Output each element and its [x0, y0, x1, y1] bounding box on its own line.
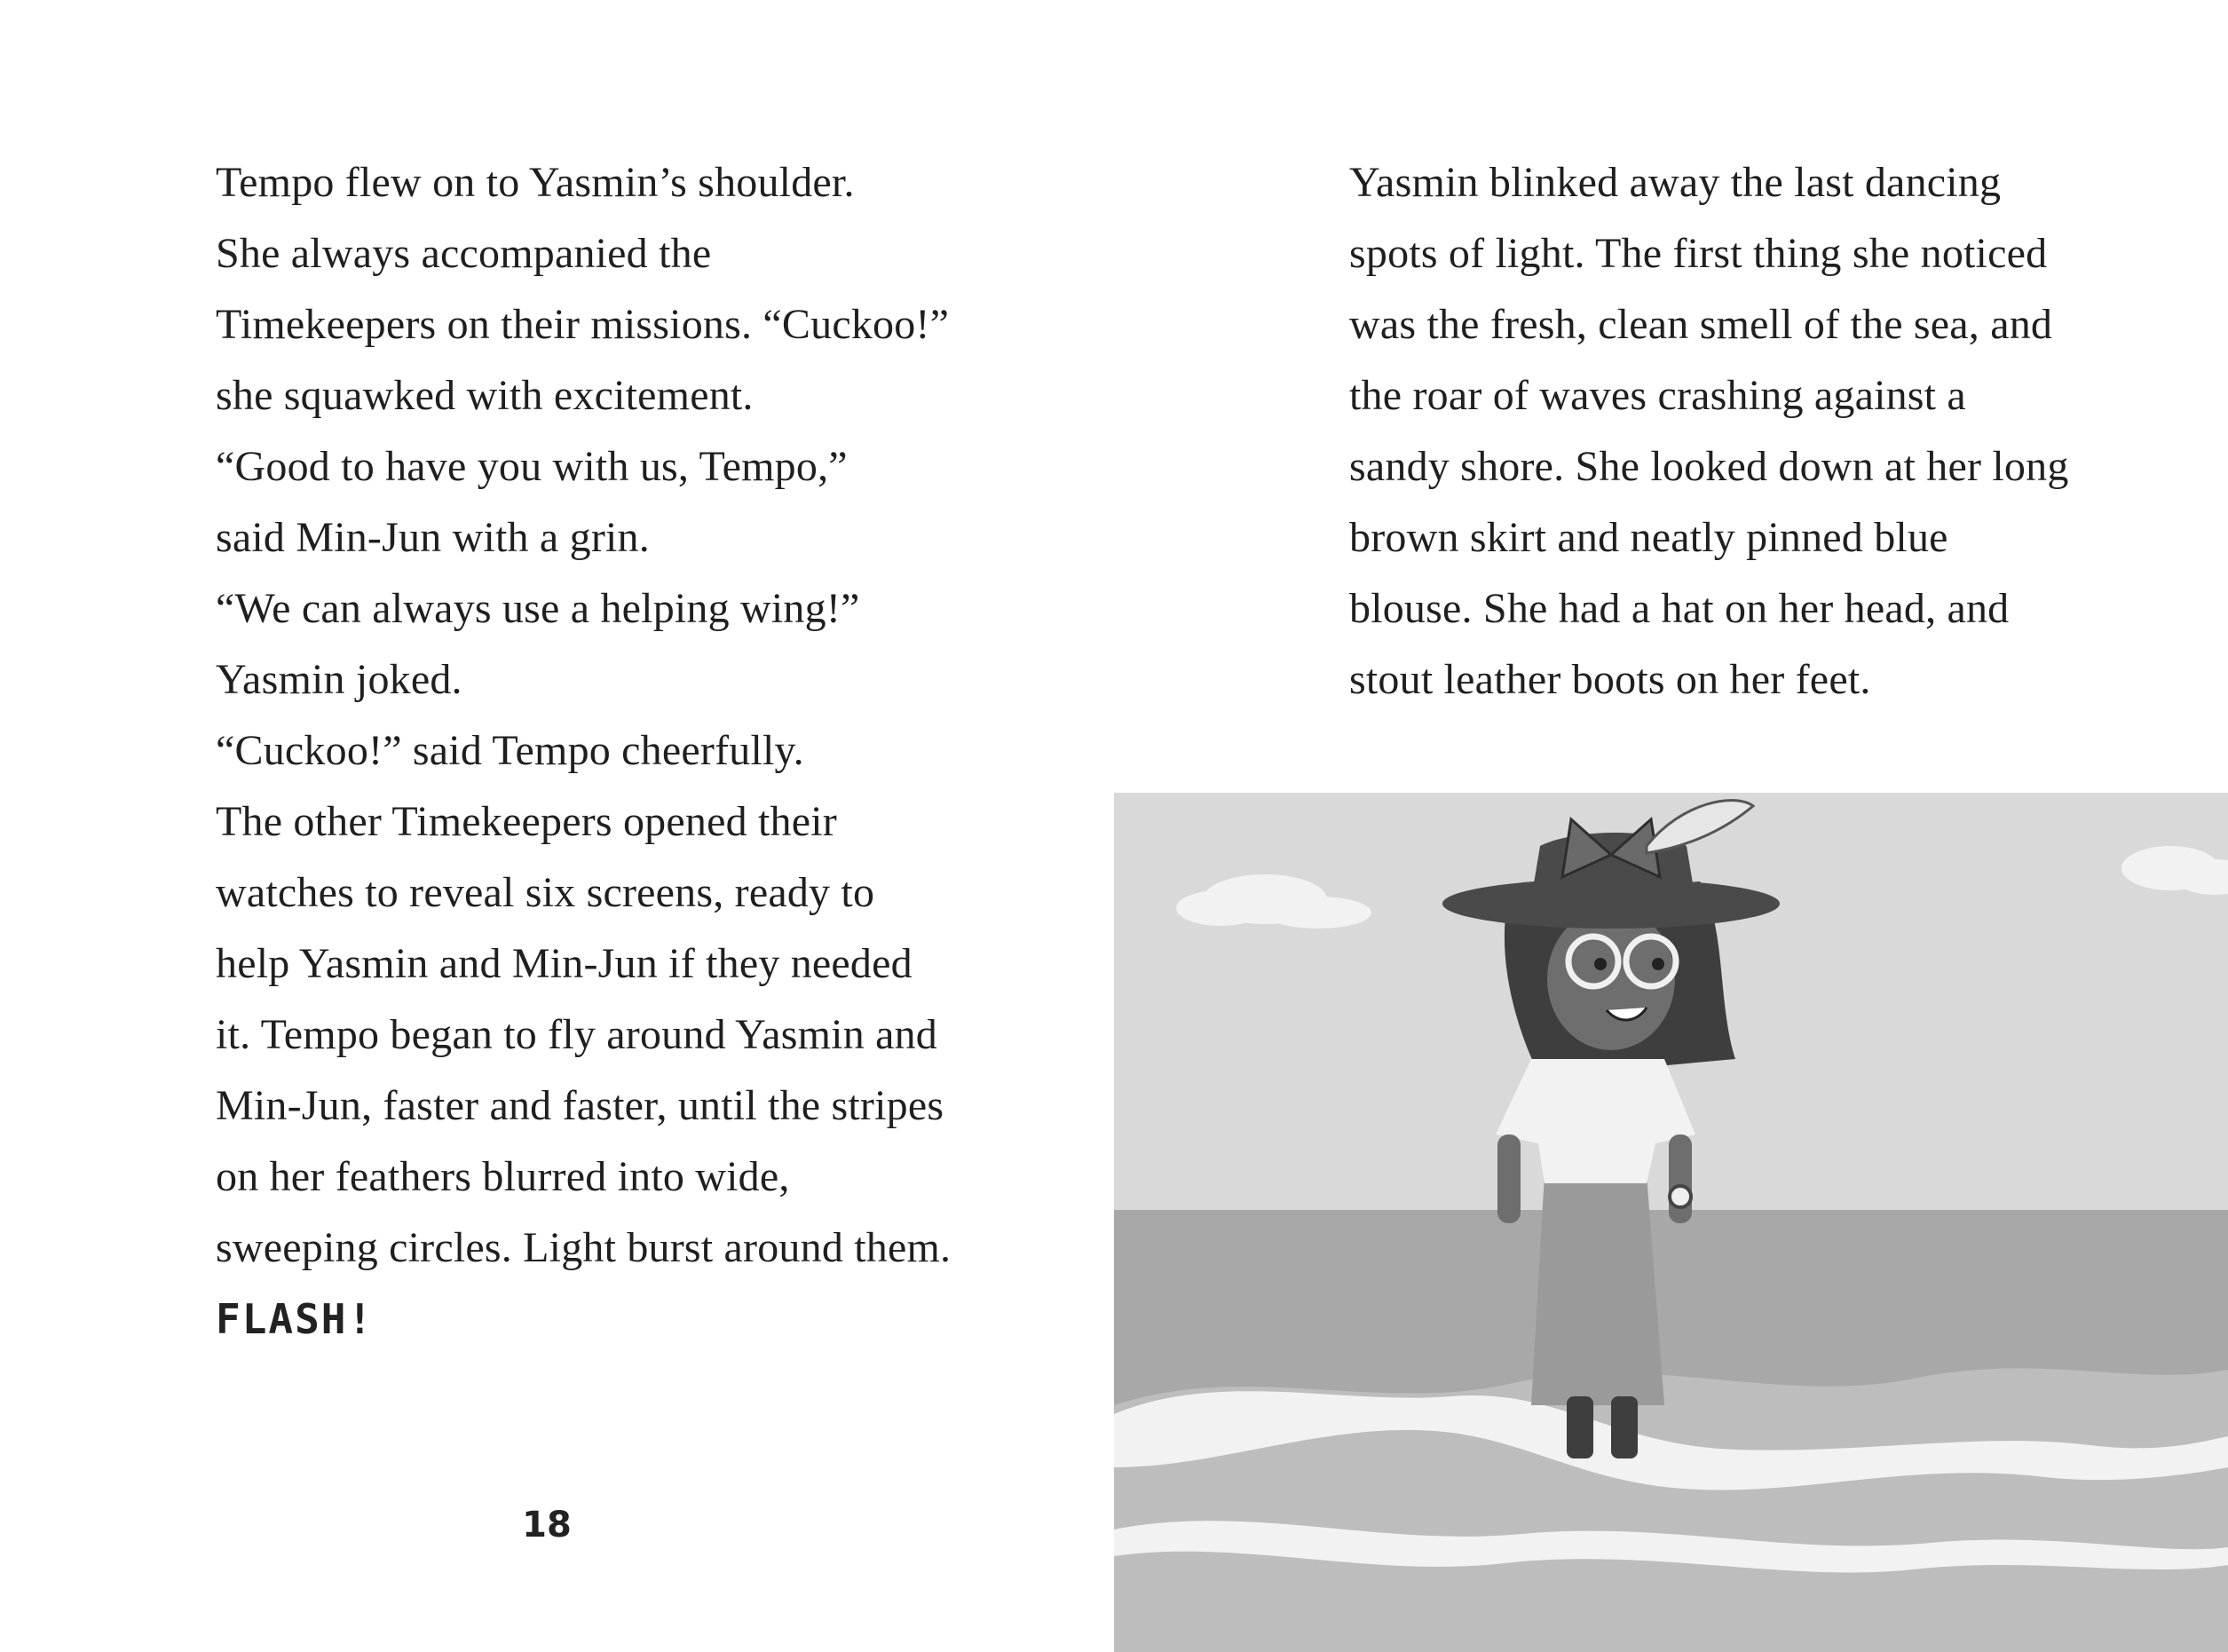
paragraph [1281, 147, 2098, 715]
text-line: stout leather boots on her feet. [1349, 656, 1871, 703]
sound-effect: FLASH! [216, 1295, 375, 1343]
text-line: Tempo flew on to Yasmin’s shoulder. [216, 159, 855, 206]
beach-illustration [1114, 793, 2228, 1652]
eye [1594, 958, 1607, 970]
paragraph [147, 431, 964, 573]
right-page-text [1281, 147, 2098, 715]
left-page-text [147, 147, 964, 1355]
text-line: blouse. She had a hat on her head, and [1349, 585, 2010, 632]
text-line: sweeping circles. Light burst around them. [216, 1224, 952, 1271]
text-line: Min-Jun, faster and faster, until the stripes [216, 1082, 944, 1129]
arm [1669, 1134, 1692, 1223]
text-line: the roar of waves crashing against a [1349, 372, 1966, 419]
paragraph [147, 147, 964, 431]
text-line: on her feathers blurred into wide, [216, 1153, 790, 1200]
eye [1652, 958, 1664, 970]
text-line: help Yasmin and Min-Jun if they needed [216, 940, 913, 987]
watch-icon [1670, 1186, 1691, 1207]
text-line: sandy shore. She looked down at her long [1349, 443, 2069, 490]
paragraph [147, 573, 964, 715]
beach-scene [1114, 793, 2228, 1652]
paragraph [147, 715, 964, 786]
paragraph [147, 786, 964, 1284]
text-line: “We can always use a helping wing!” [216, 585, 860, 632]
text-line: She always accompanied the [216, 230, 712, 277]
text-line: said Min-Jun with a grin. [216, 514, 650, 561]
leg [1567, 1396, 1593, 1458]
text-line: The other Timekeepers opened their [216, 798, 837, 845]
text-line: she squawked with excitement. [216, 372, 754, 419]
leg [1611, 1396, 1638, 1458]
page-number: 18 [522, 1505, 572, 1545]
text-line: Yasmin blinked away the last dancing [1349, 159, 2002, 206]
skirt [1531, 1174, 1664, 1405]
text-line: brown skirt and neatly pinned blue [1349, 514, 1948, 561]
text-line: Timekeepers on their missions. “Cuckoo!” [216, 301, 950, 348]
text-line: watches to reveal six screens, ready to [216, 869, 875, 916]
text-line: Yasmin joked. [216, 656, 462, 703]
text-line: it. Tempo began to fly around Yasmin and [216, 1011, 938, 1058]
text-line: “Cuckoo!” said Tempo cheerfully. [216, 727, 804, 774]
arm [1497, 1134, 1521, 1223]
text-line: “Good to have you with us, Tempo,” [216, 443, 848, 490]
text-line: spots of light. The first thing she noticed [1349, 230, 2048, 277]
text-line: was the fresh, clean smell of the sea, and [1349, 301, 2053, 348]
